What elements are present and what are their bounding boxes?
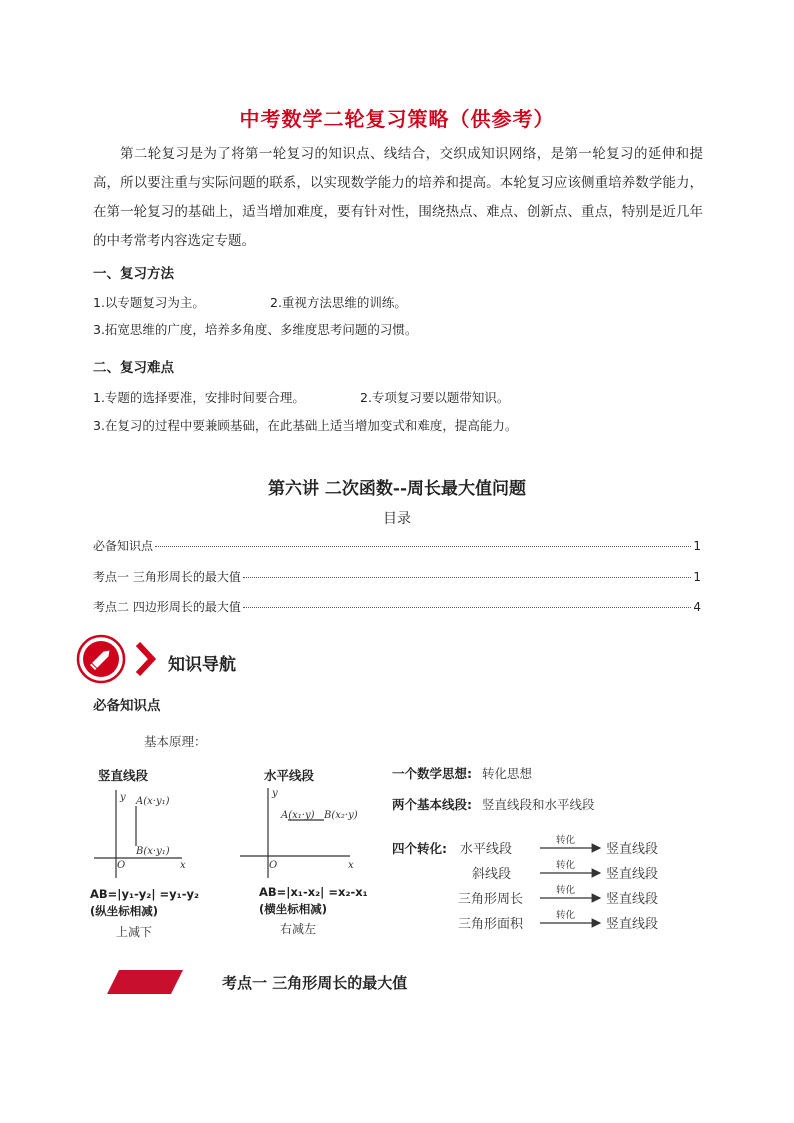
transform-to: 竖直线段 — [606, 867, 659, 882]
transform-row — [472, 859, 658, 882]
transform-from: 三角形面积 — [458, 917, 524, 932]
horizontal-rule: 右减左 — [280, 922, 317, 936]
transform-row — [458, 884, 658, 907]
section-heading-methods: 一、复习方法 — [93, 266, 174, 282]
toc-title: 目录 — [383, 511, 411, 527]
point-a-label: A(x₁·y) — [281, 810, 315, 821]
horizontal-formula: AB=|x₁-x₂| =x₂-x₁ — [259, 885, 368, 899]
vertical-note: (纵坐标相减) — [90, 904, 159, 918]
transform-to: 竖直线段 — [606, 842, 659, 857]
origin-label: O — [269, 860, 278, 871]
transform-arrow-label: 转化 — [556, 910, 576, 921]
toc-entry[interactable] — [93, 568, 701, 585]
point-a-label: A(x·y₁) — [136, 796, 170, 807]
y-axis-label: y — [120, 792, 126, 803]
two-segments-value: 竖直线段和水平线段 — [482, 797, 595, 812]
four-transforms-label: 四个转化: — [392, 841, 447, 856]
toc-leader — [243, 607, 692, 608]
basic-principle-label: 基本原理： — [144, 734, 207, 749]
x-axis-label: x — [180, 860, 186, 871]
difficulties-line-2: 3.在复习的过程中要兼顾基础，在此基础上适当增加变式和难度，提高能力。 — [93, 418, 518, 433]
toc-entry[interactable] — [93, 598, 701, 615]
methods-line-1b: 2.重视方法思维的训练。 — [270, 295, 407, 310]
transform-to: 竖直线段 — [606, 892, 659, 907]
transform-arrow-label: 转化 — [556, 885, 576, 896]
transform-arrow-label: 转化 — [556, 835, 576, 846]
two-segments-label: 两个基本线段: — [392, 797, 472, 812]
basic-principle-diagram — [88, 728, 694, 948]
toc-leader — [243, 577, 692, 578]
document-title: 中考数学二轮复习策略（供参考） — [239, 107, 555, 131]
methods-line-2: 3.拓宽思维的广度，培养多角度、多维度思考问题的习惯。 — [93, 322, 418, 337]
intro-paragraph: 第二轮复习是为了将第一轮复习的知识点、线结合，交织成知识网络，是第一轮复习的延伸和提高，所以要注重与实际问题的联系，以实现数学能力的培养和提高。本轮复习应该侧重培养数学能力，在第一轮复习的基础上，适当增加难度，要有针对性，围绕热点、难点、创新点、重点，特别是近几年的中考常考内容选定专题。 — [93, 146, 703, 249]
pencil-icon — [76, 632, 166, 686]
vertical-rule: 上减下 — [116, 925, 153, 939]
kaodian-title: 考点一 三角形周长的最大值 — [222, 974, 408, 992]
toc-entry-label: 考点一 三角形周长的最大值 — [93, 570, 241, 584]
transform-arrow-label: 转化 — [556, 860, 576, 871]
toc-leader — [155, 546, 691, 547]
lecture-title: 第六讲 二次函数--周长最大值问题 — [267, 479, 527, 499]
kaodian-marker — [107, 970, 183, 994]
toc-entry[interactable] — [93, 537, 701, 554]
toc-entry-page: 1 — [693, 539, 701, 553]
point-b-label: B(x·y₁) — [136, 846, 170, 857]
toc-entry-page: 1 — [693, 570, 701, 584]
nav-title: 知识导航 — [168, 655, 236, 675]
toc-entry-page: 4 — [693, 600, 701, 614]
toc-entry-label: 考点二 四边形周长的最大值 — [93, 600, 241, 614]
idea-value: 转化思想 — [482, 766, 533, 781]
transform-to: 竖直线段 — [606, 917, 659, 932]
transform-from: 三角形周长 — [458, 892, 524, 907]
transform-row — [458, 909, 658, 932]
transform-row — [460, 834, 658, 857]
vertical-formula: AB=|y₁-y₂| =y₁-y₂ — [90, 887, 200, 901]
difficulties-line-1b: 2.专项复习要以题带知识。 — [360, 390, 510, 405]
origin-label: O — [117, 860, 126, 871]
toc-entry-label: 必备知识点 — [93, 539, 154, 553]
difficulties-line-1a: 1.专题的选择要准，安排时间要合理。 — [93, 390, 305, 405]
horizontal-note: (横坐标相减) — [259, 902, 328, 916]
methods-line-1a: 1.以专题复习为主。 — [93, 295, 205, 310]
point-b-label: B(x₂·y) — [324, 810, 358, 821]
transform-from: 斜线段 — [472, 867, 512, 882]
transform-from: 水平线段 — [460, 842, 513, 857]
vertical-segment-label: 竖直线段 — [98, 768, 149, 783]
y-axis-label: y — [272, 788, 278, 799]
x-axis-label: x — [348, 860, 354, 871]
idea-label: 一个数学思想: — [392, 766, 472, 781]
section-required-knowledge: 必备知识点 — [93, 698, 161, 714]
horizontal-segment-label: 水平线段 — [264, 768, 315, 783]
section-heading-difficulties: 二、复习难点 — [93, 360, 174, 376]
